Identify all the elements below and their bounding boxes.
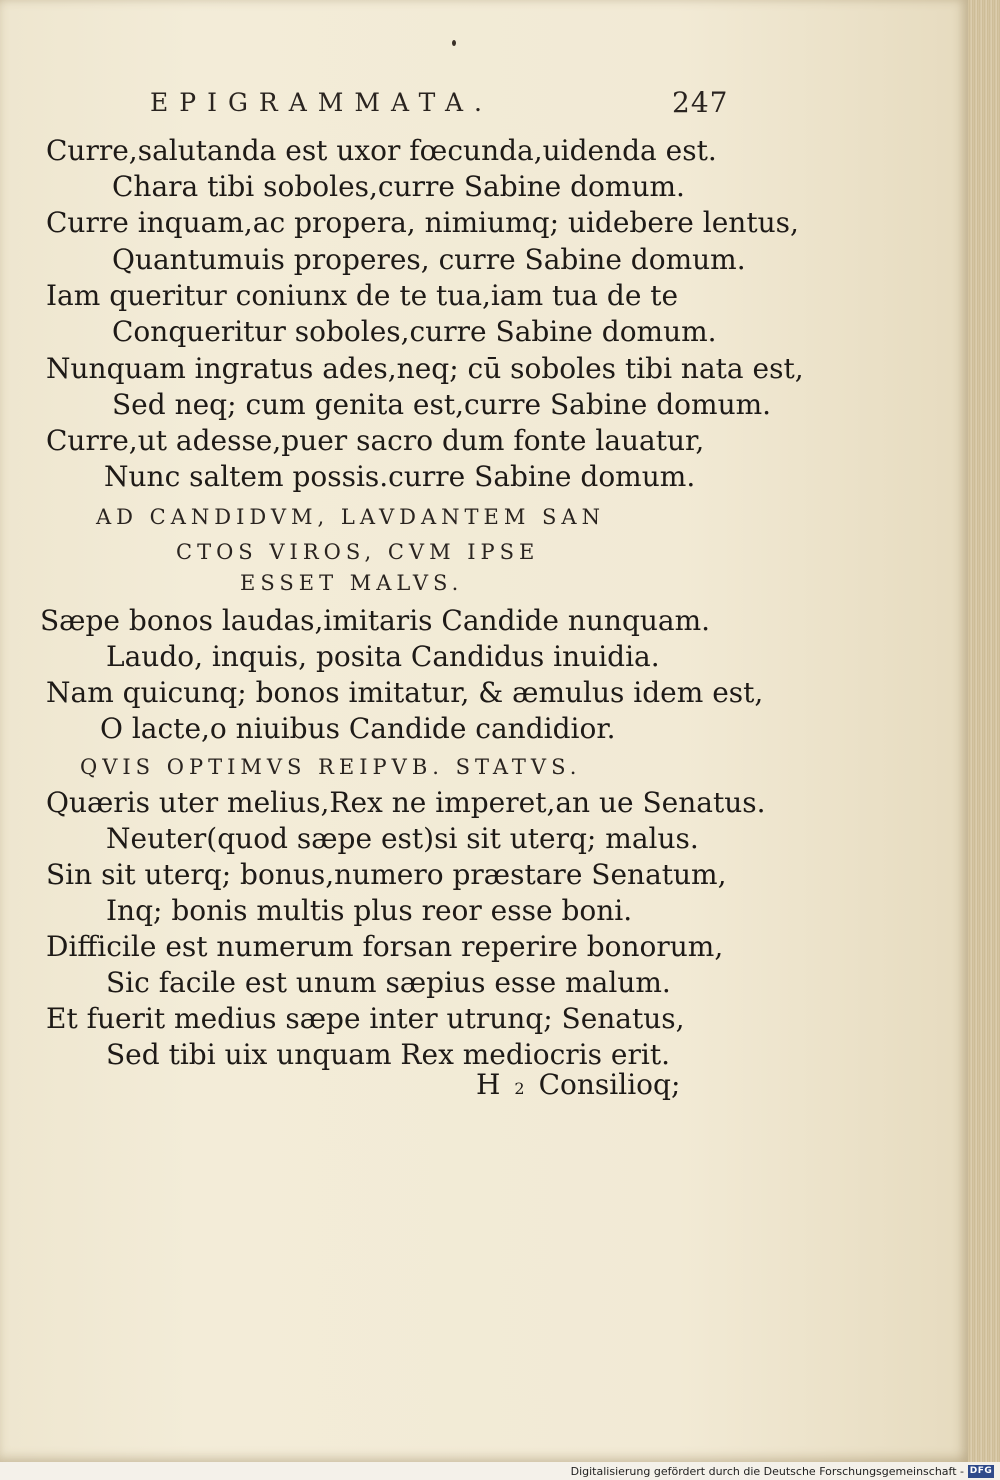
verse-line: Nunc saltem possis.curre Sabine domum.: [104, 460, 696, 493]
book-page-edges: [967, 0, 1000, 1480]
verse-line: Neuter(quod sæpe est)si sit uterq; malus.: [106, 822, 699, 855]
verse-line: Inq; bonis multis plus reor esse boni.: [106, 894, 633, 927]
epigram-title: ESSET MALVS.: [240, 571, 464, 595]
epigram-title: QVIS OPTIMVS REIPVB. STATVS.: [80, 755, 582, 779]
verse-line: Sic facile est unum sæpius esse malum.: [106, 966, 671, 999]
verse-line: Sin sit uterq; bonus,numero præstare Senatum,: [46, 858, 727, 891]
verse-line: Curre inquam,ac propera, nimiumq; uidebere lentus,: [46, 206, 799, 239]
verse-line: Quæris uter melius,Rex ne imperet,an ue Senatus.: [46, 786, 766, 819]
verse-line: Sed tibi uix unquam Rex mediocris erit.: [106, 1038, 670, 1071]
verse-line: Sæpe bonos laudas,imitaris Candide nunquam.: [40, 604, 711, 637]
page-number: 247: [672, 86, 729, 119]
verse-line: Curre,salutanda est uxor fœcunda,uidenda est.: [46, 134, 717, 167]
verse-line: Laudo, inquis, posita Candidus inuidia.: [106, 640, 660, 673]
verse-line: Nunquam ingratus ades,neq; cū soboles tibi nata est,: [46, 352, 804, 385]
epigram-title: CTOS VIROS, CVM IPSE: [176, 540, 540, 564]
epigram-title: AD CANDIDVM, LAVDANTEM SAN: [96, 505, 605, 529]
footer-credit: Digitalisierung gefördert durch die Deutsche Forschungsgemeinschaft -: [570, 1465, 964, 1478]
verse-line: Nam quicunq; bonos imitatur, & æmulus idem est,: [46, 676, 764, 709]
verse-line: Et fuerit medius sæpe inter utrunq; Senatus,: [46, 1002, 685, 1035]
ink-speck: [452, 40, 456, 46]
verse-line: Iam queritur coniunx de te tua,iam tua de te: [46, 279, 679, 312]
verse-line: Difficile est numerum forsan reperire bonorum,: [46, 930, 724, 963]
catchword: Consilioq;: [538, 1068, 681, 1101]
running-title: EPIGRAMMATA.: [150, 88, 493, 117]
signature-number: 2: [514, 1079, 525, 1098]
signature-letter: H: [476, 1068, 501, 1101]
verse-line: Conqueritur soboles,curre Sabine domum.: [112, 315, 717, 348]
verse-line: Curre,ut adesse,puer sacro dum fonte lauatur,: [46, 424, 705, 457]
footer-bar: [0, 1462, 1000, 1480]
verse-line: O lacte,o niuibus Candide candidior.: [100, 712, 616, 745]
signature-mark: [476, 1068, 680, 1101]
verse-line: Quantumuis properes, curre Sabine domum.: [112, 243, 746, 276]
verse-line: Chara tibi soboles,curre Sabine domum.: [112, 170, 685, 203]
dfg-logo: DFG: [969, 1466, 993, 1476]
verse-line: Sed neq; cum genita est,curre Sabine domum.: [112, 388, 772, 421]
